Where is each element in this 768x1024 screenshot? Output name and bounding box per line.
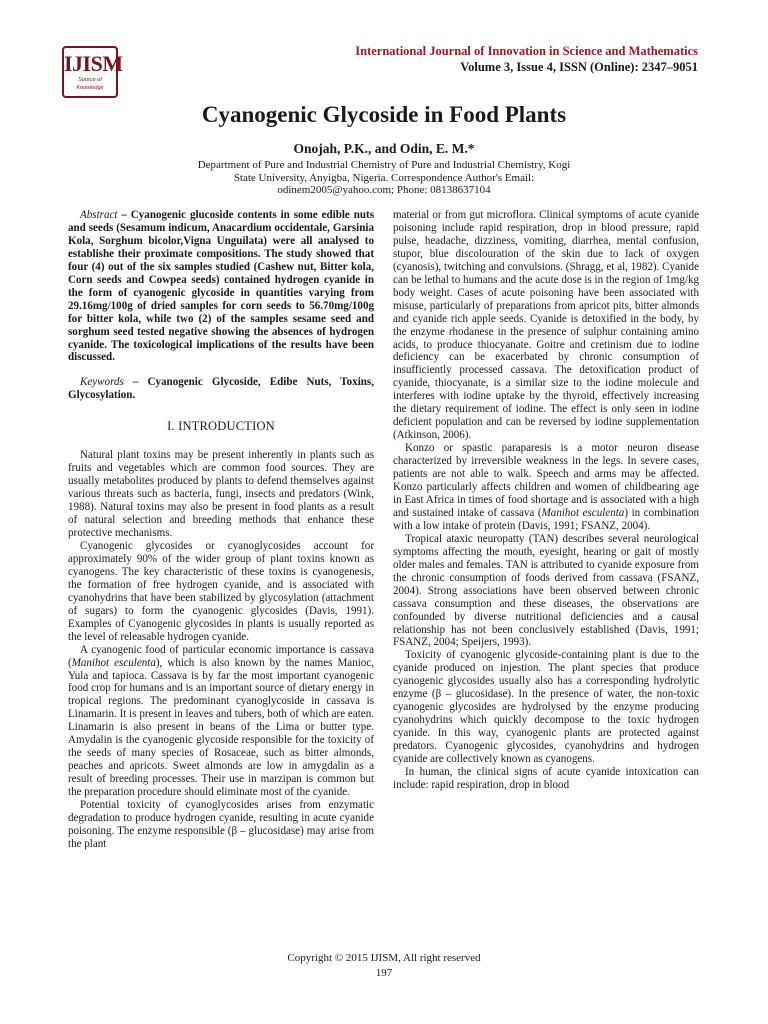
paragraph: Toxicity of cyanogenic glycoside-containing plant is due to the cyanide produced on injestion. The plant species that produce cyanogenic glycosides usually also has a corresponding hydrolytic enzyme (β – glucosidase). In the presence of water, the non-toxic cyanogenic glycosides are hydrolysed by the enzyme producing cyanohydrins which quickly decompose to the toxic hydrogen cyanide. In this way, cyanogenic plants are protected against predators. Cyanogenic glycosides, cyanohydrins and hydrogen cyanide are collectively known as cyanogens. (393, 649, 699, 766)
keywords-text: – Cyanogenic Glycoside, Edibe Nuts, Toxins, Glycosylation. (68, 376, 374, 402)
affiliation-line: Department of Pure and Industrial Chemistry of Pure and Industrial Chemistry, Kogi (197, 159, 571, 171)
copyright-notice: Copyright © 2015 IJISM, All right reserved (287, 952, 481, 964)
scientific-name: Manihot esculenta (541, 506, 625, 519)
abstract-text: – Cyanogenic glucoside contents in some edible nuts and seeds (Sesamum indicum, Anacardium occidentale, Garsinia Kola, Sorghum bicolor,Vigna Unguilata) were all analysed to establishe their proximate compositions. The study showed that four (4) out of the six samples studied (Cashew nut, Bitter kola, Corn seeds and Cowpea seeds) contained hydrogen cyanide in the form of cyanogenic glycoside in quantities varying from 29.16mg/100g of dried samples for corn seeds to 56.70mg/100g for bitter kola, while two (2) of the samples sesame seed and sorghum seed tested negative showing the absences of hydrogen cyanide. The toxicological implications of the results have been discussed. (68, 209, 374, 364)
affiliation-line: State University, Anyigba, Nigeria. Correspondence Author's Email: (233, 171, 535, 184)
abstract (68, 209, 374, 364)
abstract-label: Abstract (80, 209, 118, 221)
paragraph: In human, the clinical signs of acute cyanide intoxication can include: rapid respiration, drop in blood (393, 765, 699, 791)
right-column (393, 209, 699, 792)
paragraph: Potential toxicity of cyanoglycosides arises from enzymatic degradation to produce hydrogen cyanide, resulting in acute cyanide poisoning. The enzyme responsible (β – glucosidase) may arise from the plant (68, 799, 374, 850)
scientific-name: Manihot esculenta (71, 656, 156, 669)
journal-issue: Volume 3, Issue 4, ISSN (Online): 2347–9051 (460, 60, 698, 74)
journal-name: International Journal of Innovation in Science and Mathematics (355, 44, 698, 58)
logo-text: IJISM (64, 51, 123, 76)
paragraph-text: A cyanogenic food of particular economic importance is cassava ( (68, 643, 374, 669)
logo-tagline: Source of Knowledge (76, 77, 104, 91)
keywords-label: Keywords (80, 376, 124, 389)
paragraph: Cyanogenic glycosides or cyanoglycosides account for approximately 90% of the wider group of plant toxins known as cyanogens. The key characteristic of these toxins is cyanogenesis, the formation of free hydrogen cyanide, and is associated with cyanohydrins that have been stabilized by glycosylation (attachment of sugars) to form the cyanogenic glycosides (Davis, 1991). Examples of Cyanogenic glycosides in plants is usually reported as the level of releasable hydrogen cyanide. (68, 539, 374, 643)
paragraph: material or from gut microflora. Clinical symptoms of acute cyanide poisoning include rapid respiration, drop in blood pressure, rapid pulse, headache, dizziness, vomiting, diarrhea, mental confusion, stupor, blue discolouration of the skin due to lack of oxygen (cyanosis), twitching and convulsions. (Shragg, et al, 1982). Cyanide can be lethal to humans and the acute dose is in the region of 1mg/kg body weight. Cases of acute poisoning have been associated with misuse, particularly of preparations from apricot pits, bitter almonds and cyanide rich apple seeds. Cyanide is detoxified in the body, by the enzyme rhodanese in the presence of sulphur containing amino acids, to produce thiocyanate. Goitre and cretinism due to iodine deficiency can be exacerbated by chronic consumption of insufficiently processed cassava. The detoxification product of cyanide, thiocyanate, is a similar size to the iodine molecule and interferes with iodine uptake by the thyroid, effectively increasing the dietary requirement of iodine. The effect is only seen in iodine deficient population and can be reversed by iodine supplementation (Atkinson, 2006). (393, 209, 699, 442)
paragraph-text: ), which is also known by the names Manioc, Yula and tapioca. Cassava is by far the most important cyanogenic food crop for humans and is an important source of dietary energy in tropical regions. The predominant cyanoglycoside in cassava is Linamarin. It is present in leaves and tubers, both of which are eaten. Linamarin is also present in beans of the Lima or butter type. Amydalin is the cyanogenic glycoside responsible for the toxicity of the seeds of many species of Rosaceae, such as bitter almonds, peaches and apricots. Sweet almonds are low in amygdalin as a result of breeding processes. Their use in marzipan is common but the preparation procedure should eliminate most of the cyanide. (68, 656, 374, 799)
paragraph: Tropical ataxic neuropatty (TAN) describes several neurological symptoms affecting the mouth, eyesight, hearing or gait of mostly older males and females. TAN is attributed to cyanide exposure from the chronic consumption of foods derived from cassava (FSANZ, 2004). Strong associations have been observed between chronic cassava consumption and these diseases, the observations are confounded by diverse nutritional deficiencies and a causal relationship has not been conclusively established (Davis, 1991; FSANZ, 2004; Speijers, 1993). (393, 532, 699, 649)
journal-logo (62, 46, 123, 98)
article-title: Cyanogenic Glycoside in Food Plants (201, 102, 567, 127)
paragraph: Natural plant toxins may be present inherently in plants such as fruits and vegetables which are common food sources. They are usually metabolites produced by plants to defend themselves against various threats such as bacteria, fungi, insects and predators (Wink, 1988). Natural toxins may also be present in food plants as a result of natural selection and breeding methods that enhance these protective mechanisms. (68, 449, 374, 540)
paragraph-text: Konzo or spastic paraparesis is a motor neuron disease characterized by irreversible weakness in the legs. In severe cases, patients are not able to walk. Speech and arms may be affected. Konzo particularly affects children and women of childbearing age in East Africa in times of food shortage and is associated with a high and sustained intake of cassava ( (393, 442, 699, 519)
affiliation-contact: odinem2005@yahoo.com; Phone: 08138637104 (277, 184, 491, 196)
author-affiliation (0, 159, 768, 197)
keywords (68, 376, 374, 402)
left-column (68, 209, 374, 851)
section-heading-introduction: I. INTRODUCTION (167, 419, 275, 434)
paragraph-text: ) in combination with a low intake of protein (Davis, 1991; FSANZ, 2004). (393, 506, 699, 532)
page-number: 197 (375, 967, 393, 979)
article-authors: Onojah, P.K., and Odin, E. M.* (293, 141, 475, 156)
paragraph (393, 442, 699, 533)
paragraph (68, 644, 374, 799)
